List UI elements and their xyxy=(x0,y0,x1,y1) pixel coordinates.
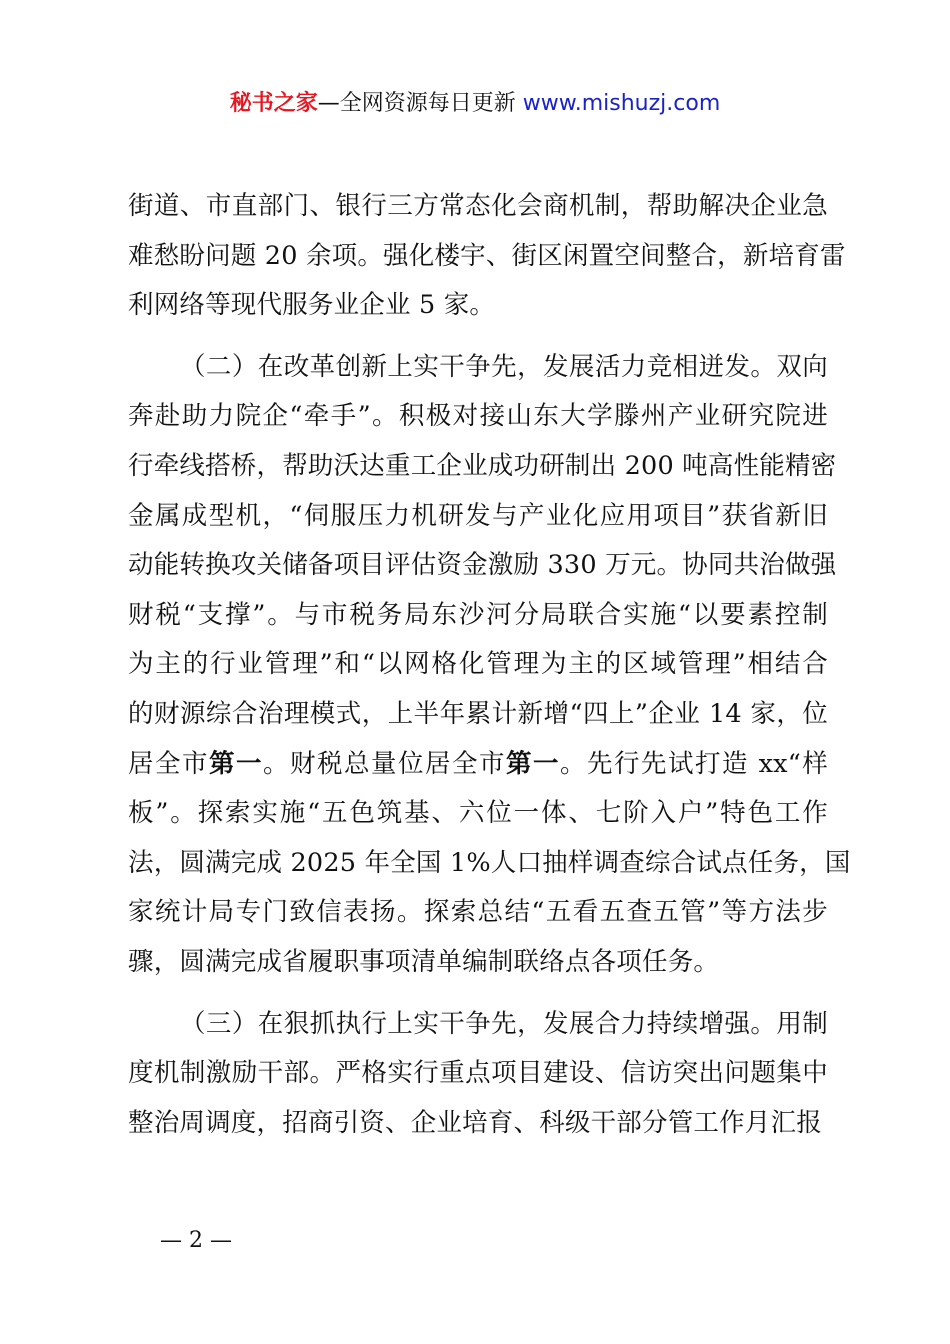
text-line xyxy=(128,938,828,988)
text-segment: 度机制激励干部。严格实行重点项目建设、信访突出问题集中 xyxy=(128,1058,828,1089)
paragraph xyxy=(128,182,846,331)
brand-name: 秘书之家 xyxy=(229,91,318,116)
text-line xyxy=(128,442,837,492)
site-watermark-header xyxy=(0,88,950,120)
text-line xyxy=(128,392,828,442)
text-segment: 金属成型机，“伺服压力机研发与产业化应用项目”获省新旧 xyxy=(128,500,828,531)
text-segment: 街道、市直部门、银行三方常态化会商机制，帮助解决企业急 xyxy=(128,191,828,221)
text-segment: 行牵线搭桥，帮助沃达重工企业成功研制出 200 吨高性能精密 xyxy=(128,450,837,481)
text-line xyxy=(128,740,828,790)
text-segment: 骤，圆满完成省履职事项清单编制联络点各项任务。 xyxy=(128,946,720,977)
text-segment: 难愁盼问题 20 余项。强化楼宇、街区闲置空间整合，新培育雷 xyxy=(128,240,846,271)
text-line xyxy=(128,232,846,282)
text-line xyxy=(128,690,828,740)
text-line xyxy=(128,888,828,938)
text-segment: 居全市 xyxy=(128,748,209,779)
text-segment: 。财税总量位居全市 xyxy=(263,748,506,779)
text-line xyxy=(128,789,828,839)
emphasis-text: 第一 xyxy=(209,748,263,779)
text-segment: 利网络等现代服务业企业 5 家。 xyxy=(128,290,496,321)
text-segment: （二）在改革创新上实干争先，发展活力竞相迸发。双向 xyxy=(180,351,828,382)
text-line xyxy=(128,839,851,889)
text-line xyxy=(128,541,837,591)
text-line xyxy=(128,492,828,542)
paragraph xyxy=(128,1000,828,1149)
emphasis-text: 第一 xyxy=(505,748,560,779)
header-tagline: —全网资源每日更新 xyxy=(317,91,523,116)
paragraph xyxy=(128,343,851,988)
text-segment: （三）在狠抓执行上实干争先，发展合力持续增强。用制 xyxy=(180,1008,828,1039)
text-segment: 家统计局专门致信表扬。探索总结“五看五查五管”等方法步 xyxy=(128,897,828,928)
text-line xyxy=(128,1099,828,1149)
text-segment: 板”。探索实施“五色筑基、六位一体、七阶入户”特色工作 xyxy=(128,798,828,829)
text-segment: 法，圆满完成 2025 年全国 1%人口抽样调查综合试点任务，国 xyxy=(128,847,851,878)
text-line xyxy=(128,343,828,393)
text-segment: 财税“支撑”。与市税务局东沙河分局联合实施“以要素控制 xyxy=(128,599,828,630)
website-link[interactable]: www.mishuzj.com xyxy=(522,91,721,116)
document-body xyxy=(128,182,851,1148)
text-segment: 奔赴助力院企“牵手”。积极对接山东大学滕州产业研究院进 xyxy=(128,401,828,432)
text-line xyxy=(128,640,828,690)
text-segment: 。先行先试打造 xx“样 xyxy=(559,748,828,779)
text-line xyxy=(128,281,828,331)
text-line xyxy=(128,1049,828,1099)
text-segment: 动能转换攻关储备项目评估资金激励 330 万元。协同共治做强 xyxy=(128,550,837,581)
text-line xyxy=(128,1000,828,1050)
text-line xyxy=(128,182,828,232)
text-segment: 整治周调度，招商引资、企业培育、科级干部分管工作月汇报 xyxy=(128,1107,822,1138)
text-line xyxy=(128,591,828,641)
text-segment: 的财源综合治理模式，上半年累计新增“四上”企业 14 家，位 xyxy=(128,698,828,729)
page-number: — 2 — xyxy=(160,1228,232,1253)
text-segment: 为主的行业管理”和“以网格化管理为主的区域管理”相结合 xyxy=(128,649,828,680)
